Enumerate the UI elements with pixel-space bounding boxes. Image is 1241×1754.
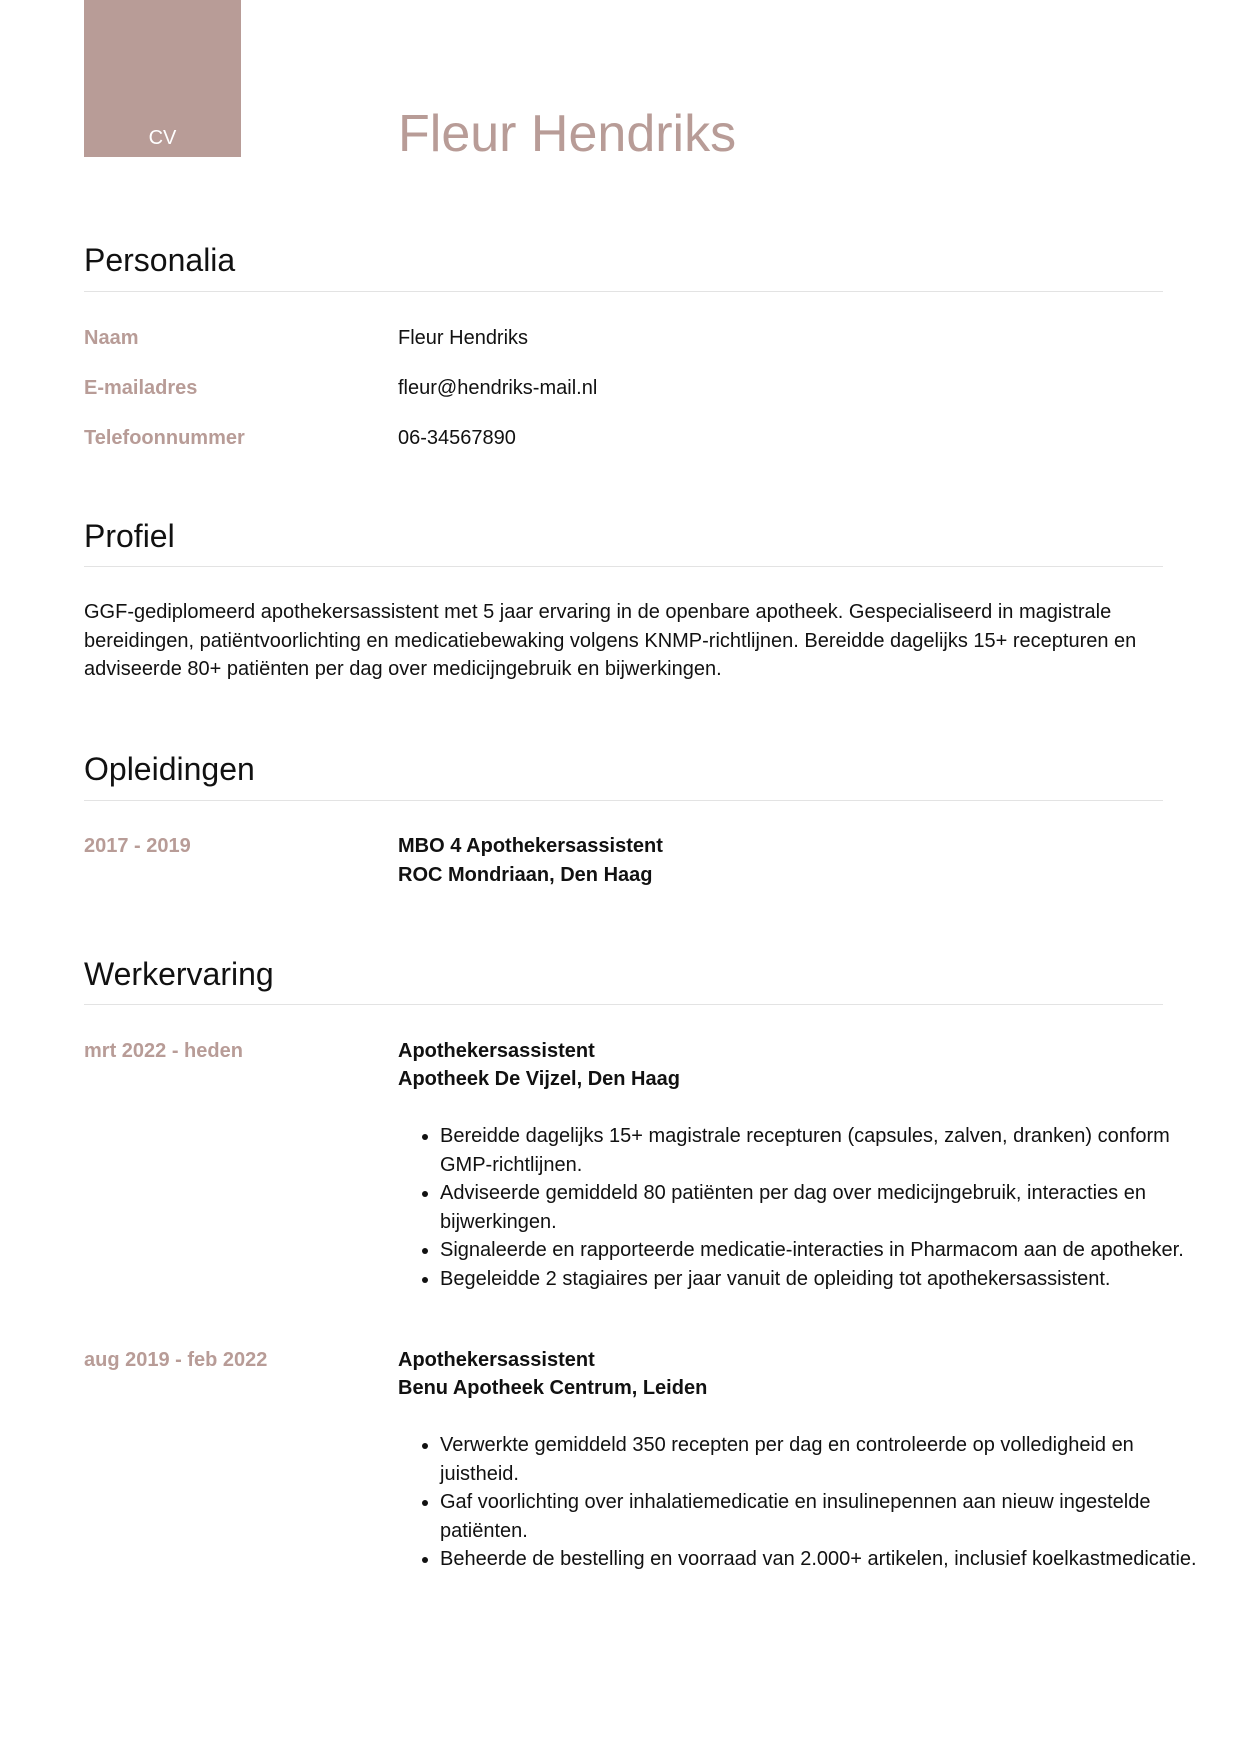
field-value-telefoon: 06-34567890	[398, 427, 516, 449]
list-item: • Signaleerde en rapporteerde medicatie-interacties in Pharmacom aan de apotheker.	[440, 1236, 1200, 1265]
job-bullets	[398, 1431, 1200, 1574]
section-divider	[84, 291, 1163, 292]
job-period: mrt 2022 - heden	[84, 1040, 243, 1062]
job-bullets	[398, 1122, 1200, 1293]
profile-text: GGF-gediplomeerd apothekersassistent met 5 jaar ervaring in de openbare apotheek. Gespecialiseerd in magistrale bereidingen, patiëntvoorlichting en medicatiebewaking volgens KNMP-richtlijnen. Bereidde dagelijks 15+ recepturen en adviseerde 80+ patiënten per dag over medicijngebruik en bijwerkingen.	[84, 601, 1137, 680]
section-divider	[84, 1004, 1163, 1005]
photo-placeholder	[84, 0, 241, 157]
field-value-naam: Fleur Hendriks	[398, 327, 529, 349]
page-title: Fleur Hendriks	[398, 105, 737, 163]
list-item: • Adviseerde gemiddeld 80 patiënten per dag over medicijngebruik, interacties en bijwerkingen.	[440, 1179, 1200, 1236]
section-title-profiel: Profiel	[84, 518, 175, 554]
education-period: 2017 - 2019	[84, 835, 191, 857]
list-item: • Beheerde de bestelling en voorraad van 2.000+ artikelen, inclusief koelkastmedicatie.	[440, 1545, 1200, 1574]
job-period: aug 2019 - feb 2022	[84, 1349, 268, 1371]
education-degree: MBO 4 Apothekersassistent	[398, 835, 663, 857]
section-title-opleidingen: Opleidingen	[84, 751, 255, 787]
job-employer: Apotheek De Vijzel, Den Haag	[398, 1068, 680, 1090]
list-item: • Begeleidde 2 stagiaires per jaar vanuit de opleiding tot apothekersassistent.	[440, 1265, 1200, 1294]
job-employer: Benu Apotheek Centrum, Leiden	[398, 1377, 708, 1399]
section-divider	[84, 566, 1163, 567]
section-divider	[84, 800, 1163, 801]
section-title-werkervaring: Werkervaring	[84, 956, 274, 992]
field-label-telefoon: Telefoonnummer	[84, 427, 245, 449]
education-school: ROC Mondriaan, Den Haag	[398, 864, 653, 886]
field-value-email: fleur@hendriks-mail.nl	[398, 377, 598, 399]
list-item: • Verwerkte gemiddeld 350 recepten per dag en controleerde op volledigheid en juistheid.	[440, 1431, 1200, 1488]
list-item: • Gaf voorlichting over inhalatiemedicatie en insulinepennen aan nieuw ingestelde patiënten.	[440, 1488, 1200, 1545]
photo-label: CV	[148, 127, 177, 149]
list-item: • Bereidde dagelijks 15+ magistrale recepturen (capsules, zalven, dranken) conform GMP-richtlijnen.	[440, 1122, 1200, 1179]
section-title-personalia: Personalia	[84, 242, 236, 278]
job-role: Apothekersassistent	[398, 1349, 595, 1371]
job-role: Apothekersassistent	[398, 1040, 595, 1062]
field-label-naam: Naam	[84, 327, 139, 349]
field-label-email: E-mailadres	[84, 377, 198, 399]
